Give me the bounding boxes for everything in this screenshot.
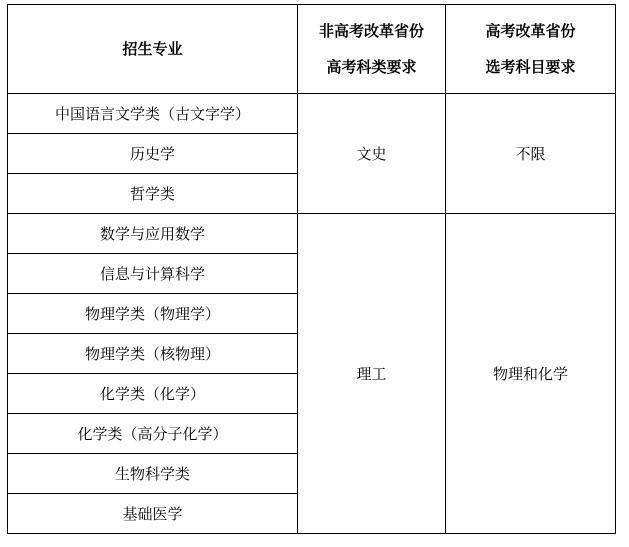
category-cell: 文史: [298, 94, 446, 214]
table-row: [8, 214, 616, 254]
header-non-reform-line1: 非高考改革省份: [318, 22, 424, 40]
major-cell: 基础医学: [8, 494, 298, 534]
table-row: [8, 94, 616, 134]
major-cell: 生物科学类: [8, 454, 298, 494]
major-cell: 信息与计算科学: [8, 254, 298, 294]
admission-requirements-table: [7, 4, 616, 534]
major-cell: 化学类（高分子化学）: [8, 414, 298, 454]
major-cell: 哲学类: [8, 174, 298, 214]
header-non-reform: [298, 5, 446, 94]
subjects-cell: 物理和化学: [446, 214, 616, 534]
major-cell: 中国语言文学类（古文字学）: [8, 94, 298, 134]
major-cell: 历史学: [8, 134, 298, 174]
header-major: [8, 5, 298, 94]
header-reform: [446, 5, 616, 94]
major-cell: 数学与应用数学: [8, 214, 298, 254]
header-non-reform-line2: 高考科类要求: [326, 58, 417, 76]
category-cell: 理工: [298, 214, 446, 534]
header-reform-line1: 高考改革省份: [485, 22, 576, 40]
major-cell: 化学类（化学）: [8, 374, 298, 414]
major-cell: 物理学类（核物理）: [8, 334, 298, 374]
header-major-label: 招生专业: [122, 40, 183, 58]
header-reform-line2: 选考科目要求: [485, 58, 576, 76]
subjects-cell: 不限: [446, 94, 616, 214]
table-header-row: [8, 5, 616, 94]
major-cell: 物理学类（物理学）: [8, 294, 298, 334]
